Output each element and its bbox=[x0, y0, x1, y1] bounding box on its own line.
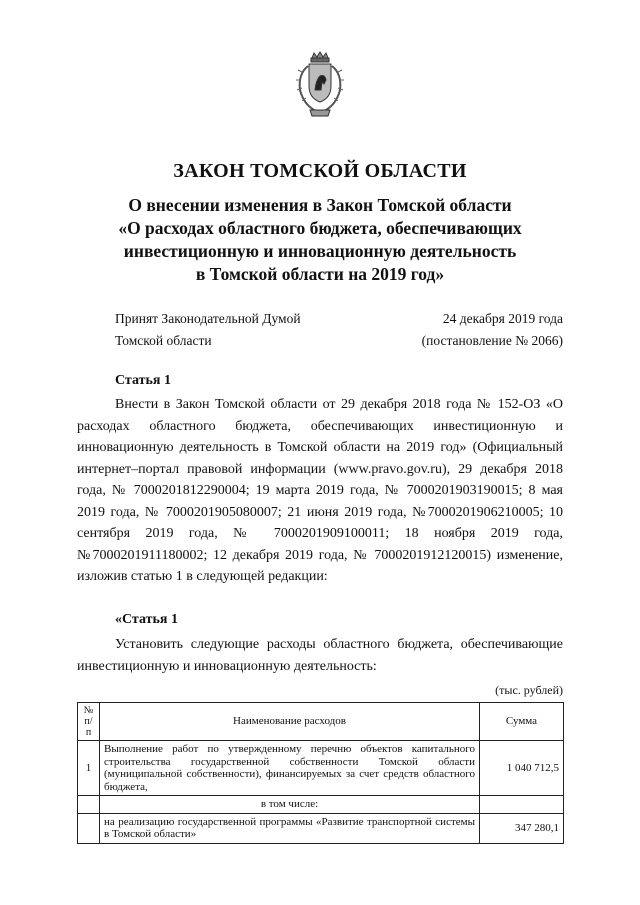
new-article-body: Установить следующие расходы областного бюджета, обеспечивающие инвестиционную и инновационную деятельность: bbox=[77, 637, 563, 674]
adoption-line: Томской области bbox=[115, 333, 212, 348]
header-name: Наименование расходов bbox=[100, 703, 480, 741]
adoption-date bbox=[422, 308, 563, 352]
adoption-resolution-line: (постановление № 2066) bbox=[421, 333, 563, 348]
article-1-heading: Статья 1 bbox=[115, 373, 171, 388]
expenses-table bbox=[77, 702, 564, 844]
header-num: № п/п bbox=[78, 703, 100, 741]
article-1-text bbox=[77, 394, 563, 588]
including-sum-cell bbox=[480, 796, 564, 814]
subtitle-line: «О расходах областного бюджета, обеспечивающих bbox=[118, 218, 522, 238]
subtitle-line: О внесении изменения в Закон Томской области bbox=[128, 195, 512, 215]
adoption-date-line: 24 декабря 2019 года bbox=[442, 311, 563, 326]
article-1-body: Внести в Закон Томской области от 29 декабря 2018 года № 152-ОЗ «О расходах областного бюджета, обеспечивающих инвестиционную и инновационную деятельность в Томской области на 2019 год» (Официальный интернет–портал правовой информации (www.pravo.gov.ru), 29 декабря 2018 года, № 7000201812290004; 19 марта 2019 года, № 7000201903190015; 8 мая 2019 года, № 7000201905080007; 21 июня 2019 года, №7000201906210005; 10 сентября 2019 года, № 7000201909100011; 18 ноября 2019 года, №7000201911180002; 12 декабря 2019 года, № 7000201912120015) изменение, изложив статью 1 в следующей редакции: bbox=[77, 397, 563, 584]
adoption-line: Принят Законодательной Думой bbox=[115, 311, 301, 326]
row1-name: Выполнение работ по утвержденному перечню объектов капитального строительства государственной собственности Томской области (муниципальной собственности), финансируемых за счет средств областного бюджета, bbox=[100, 741, 480, 796]
header-sum: Сумма bbox=[480, 703, 564, 741]
subtitle-line: инвестиционную и инновационную деятельность bbox=[123, 241, 517, 261]
including-num-cell bbox=[78, 796, 100, 814]
table-header-row bbox=[78, 703, 564, 741]
row2-num-cell bbox=[78, 813, 100, 843]
row2-sum: 347 280,1 bbox=[480, 813, 564, 843]
table-row-including bbox=[78, 796, 564, 814]
adoption-body bbox=[115, 308, 301, 352]
law-title: ЗАКОН ТОМСКОЙ ОБЛАСТИ bbox=[173, 160, 467, 182]
table-unit: (тыс. рублей) bbox=[495, 683, 563, 697]
new-article-text bbox=[77, 634, 563, 677]
including-label: в том числе: bbox=[100, 796, 480, 814]
table-row bbox=[78, 813, 564, 843]
table-row bbox=[78, 741, 564, 796]
new-article-heading: «Статья 1 bbox=[115, 612, 178, 627]
row2-name: на реализацию государственной программы «Развитие транспортной системы в Томской области» bbox=[100, 813, 480, 843]
coat-of-arms-emblem bbox=[292, 50, 348, 122]
law-subtitle bbox=[0, 194, 640, 286]
row1-sum: 1 040 712,5 bbox=[480, 741, 564, 796]
row1-num: 1 bbox=[78, 741, 100, 796]
subtitle-line: в Томской области на 2019 год» bbox=[195, 264, 445, 284]
